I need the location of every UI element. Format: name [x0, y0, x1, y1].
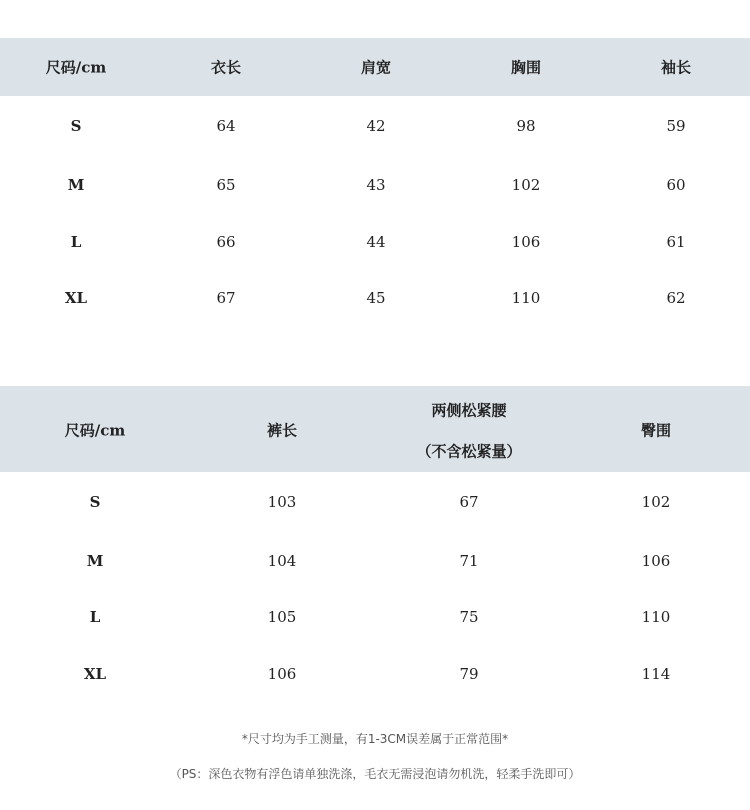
table2-cell: XL	[83, 665, 107, 683]
table1-header-sleeve: 袖长	[660, 58, 692, 77]
care-note: （PS：深色衣物有浮色请单独洗涤，毛衣无需浸泡请勿机洗，轻柔手洗即可）	[169, 767, 581, 781]
table2-cell: 67	[459, 493, 479, 511]
table2-cell: 106	[267, 665, 297, 683]
table1-cell: 60	[666, 176, 686, 194]
measurement-note: *尺寸均为手工测量，有1-3CM误差属于正常范围*	[241, 732, 509, 746]
table2-cell: 106	[641, 552, 671, 570]
table1-cell: 65	[216, 176, 236, 194]
table1-cell: XL	[64, 289, 88, 307]
table2-cell: 105	[267, 608, 297, 626]
table1-cell: 44	[366, 233, 386, 251]
table1-cell: 66	[216, 233, 236, 251]
table2-cell: M	[86, 552, 104, 570]
table1-cell: 98	[516, 117, 536, 135]
table2-cell: 103	[267, 493, 297, 511]
table1-cell: 59	[666, 117, 686, 135]
table1-cell: 102	[511, 176, 541, 194]
table1-cell: 42	[366, 117, 386, 135]
table2-header-waist: 两侧松紧腰	[431, 401, 507, 420]
table2-cell: 110	[641, 608, 671, 626]
table2-cell: L	[89, 608, 101, 626]
table2-cell: 102	[641, 493, 671, 511]
table1-header-chest: 胸围	[510, 58, 542, 77]
table1-cell: 62	[666, 289, 686, 307]
table1-cell: 45	[366, 289, 386, 307]
table2-header-waist-sub: （不含松紧量）	[416, 442, 522, 461]
table1-header-shoulder: 肩宽	[360, 58, 392, 77]
table2-header-size: 尺码/cm	[64, 421, 126, 440]
table1-cell: 61	[666, 233, 686, 251]
table2-cell: 114	[641, 665, 671, 683]
table1-cell: 43	[366, 176, 386, 194]
table1-cell: 110	[511, 289, 541, 307]
table1-header-length: 衣长	[210, 58, 242, 77]
table1-cell: 64	[216, 117, 236, 135]
table2-cell: 71	[459, 552, 479, 570]
table1-cell: M	[67, 176, 85, 194]
table2-cell: 75	[459, 608, 479, 626]
table1-cell: 67	[216, 289, 236, 307]
table1-cell: S	[70, 117, 82, 135]
table1-header-size: 尺码/cm	[45, 58, 107, 77]
table1-cell: 106	[511, 233, 541, 251]
table1-cell: L	[70, 233, 82, 251]
table2-header-hip: 臀围	[640, 421, 672, 440]
table2-cell: 79	[459, 665, 479, 683]
table2-cell: 104	[267, 552, 297, 570]
table2-header-length: 裤长	[266, 421, 298, 440]
table2-cell: S	[89, 493, 101, 511]
